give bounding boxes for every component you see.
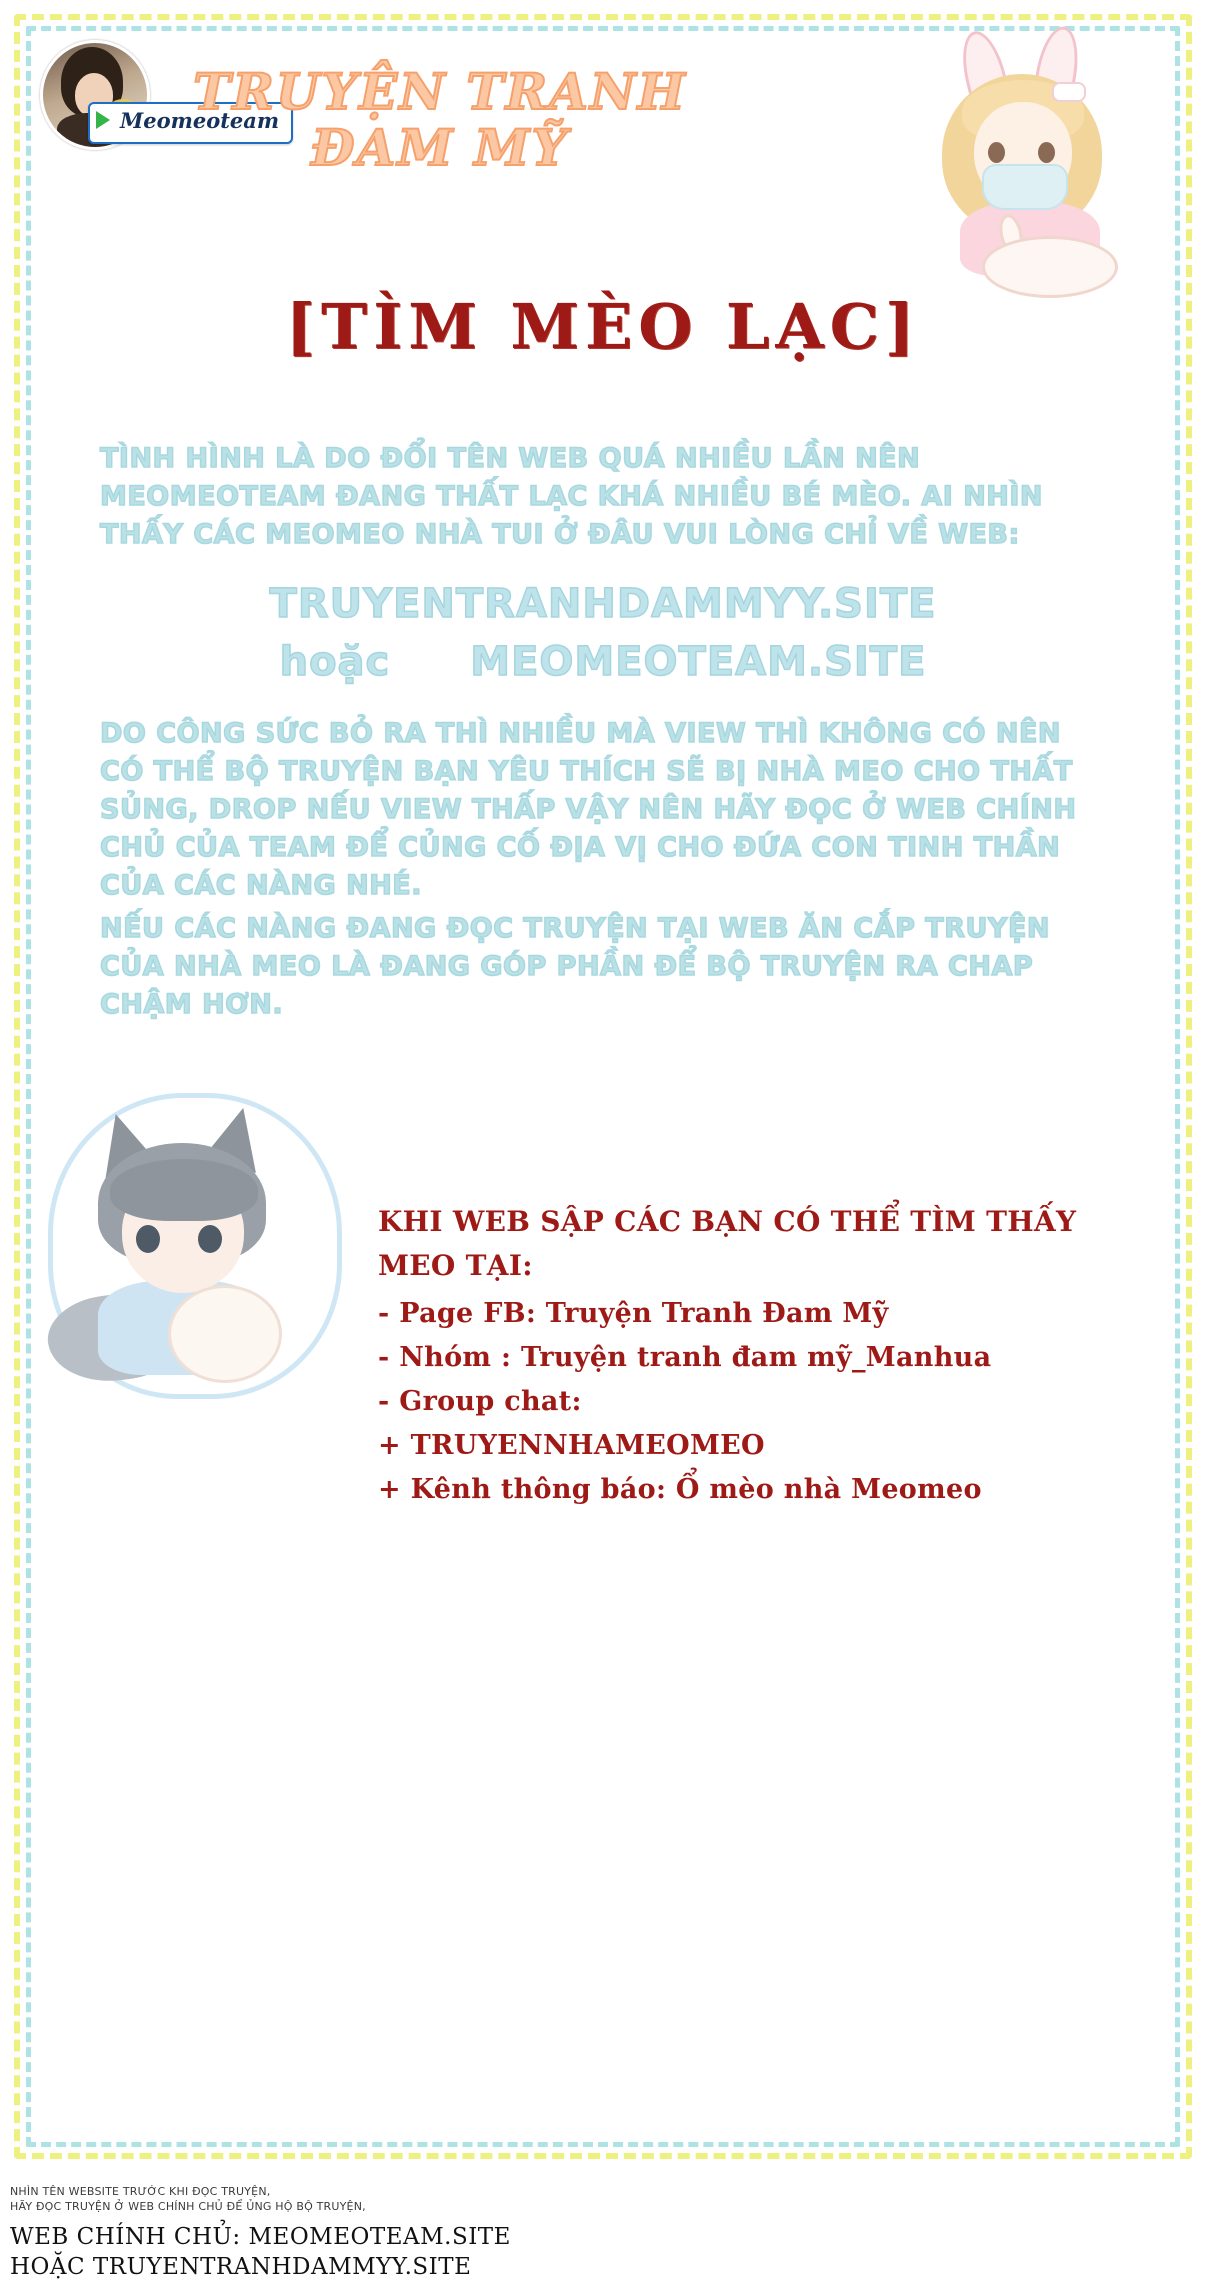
notice-paragraph-1: TÌNH HÌNH LÀ DO ĐỔI TÊN WEB QUÁ NHIỀU LẦN NÊN MEOMEOTEAM ĐANG THẤT LẠC KHÁ NHIỀU BÉ MÈO. AI NHÌN THẤY CÁC MEOMEO NHÀ TUI Ở ĐÂU VUI LÒNG CHỈ VỀ WEB: (100, 443, 1044, 550)
contact-lead: KHI WEB SẬP CÁC BẠN CÓ THỂ TÌM THẤY MEO TẠI: (378, 1205, 1077, 1282)
page-title-line1: TRUYỆN TRANH (193, 62, 687, 121)
footer-fineprint-line1: NHÌN TÊN WEBSITE TRƯỚC KHI ĐỌC TRUYỆN, (10, 2185, 271, 2198)
contact-block (378, 1200, 1118, 1512)
contact-item-group-chat: - Group chat: (378, 1386, 582, 1417)
plush-toy-icon (168, 1285, 282, 1383)
footer-official-site-line2: HOẶC TRUYENTRANHDAMMYY.SITE (10, 2254, 472, 2280)
contact-item-facebook-group: - Nhóm : Truyện tranh đam mỹ_Manhua (378, 1342, 992, 1373)
bunny-plush-icon (982, 236, 1118, 298)
play-triangle-icon (96, 111, 110, 129)
notice-paragraph-2: DO CÔNG SỨC BỎ RA THÌ NHIỀU MÀ VIEW THÌ KHÔNG CÓ NÊN CÓ THỂ BỘ TRUYỆN BẠN YÊU THÍCH SẼ BỊ NHÀ MEO CHO THẤT SỦNG, DROP NẾU VIEW THẤP VẬY NÊN HÃY ĐỌC Ở WEB CHÍNH CHỦ CỦA TEAM ĐỂ CỦNG CỐ ĐỊA VỊ CHO ĐỨA CON TINH THẦN CỦA CÁC NÀNG NHÉ. (100, 718, 1077, 901)
url-conjunction: hoặc (279, 639, 391, 685)
chibi-wolf-illustration (40, 1085, 340, 1400)
chibi-girl-illustration (904, 24, 1144, 289)
footer-fineprint (10, 2184, 366, 2214)
contact-item-group-chat-name: + TRUYENNHAMEOMEO (378, 1430, 765, 1461)
headline: [TÌM MÈO LẠC] (285, 290, 921, 363)
footer-fineprint-line2: HÃY ĐỌC TRUYỆN Ở WEB CHÍNH CHỦ ĐỂ ỦNG HỘ BỘ TRUYỆN, (10, 2200, 366, 2213)
footer-bar (0, 2178, 1206, 2285)
secondary-website-row (0, 634, 1206, 690)
secondary-website-url: MEOMEOTEAM.SITE (470, 639, 927, 685)
poster-header (40, 38, 940, 177)
notice-paragraph-3: NẾU CÁC NÀNG ĐANG ĐỌC TRUYỆN TẠI WEB ĂN CẮP TRUYỆN CỦA NHÀ MEO LÀ ĐANG GÓP PHẦN ĐỂ BỘ TRUYỆN RA CHAP CHẬM HƠN. (100, 913, 1051, 1020)
page-title-line2: ĐAM MỸ (310, 118, 570, 177)
footer-official-site (10, 2222, 511, 2282)
contact-item-announcement-channel: + Kênh thông báo: Ổ mèo nhà Meomeo (378, 1474, 982, 1505)
page-title (160, 64, 720, 176)
primary-website-url: TRUYENTRANHDAMMYY.SITE (269, 581, 937, 627)
face-mask-icon (982, 164, 1068, 210)
footer-official-site-line1: WEB CHÍNH CHỦ: MEOMEOTEAM.SITE (10, 2224, 511, 2250)
contact-item-facebook-page: - Page FB: Truyện Tranh Đam Mỹ (378, 1298, 889, 1329)
team-badge-label: Meomeoteam (120, 108, 280, 133)
